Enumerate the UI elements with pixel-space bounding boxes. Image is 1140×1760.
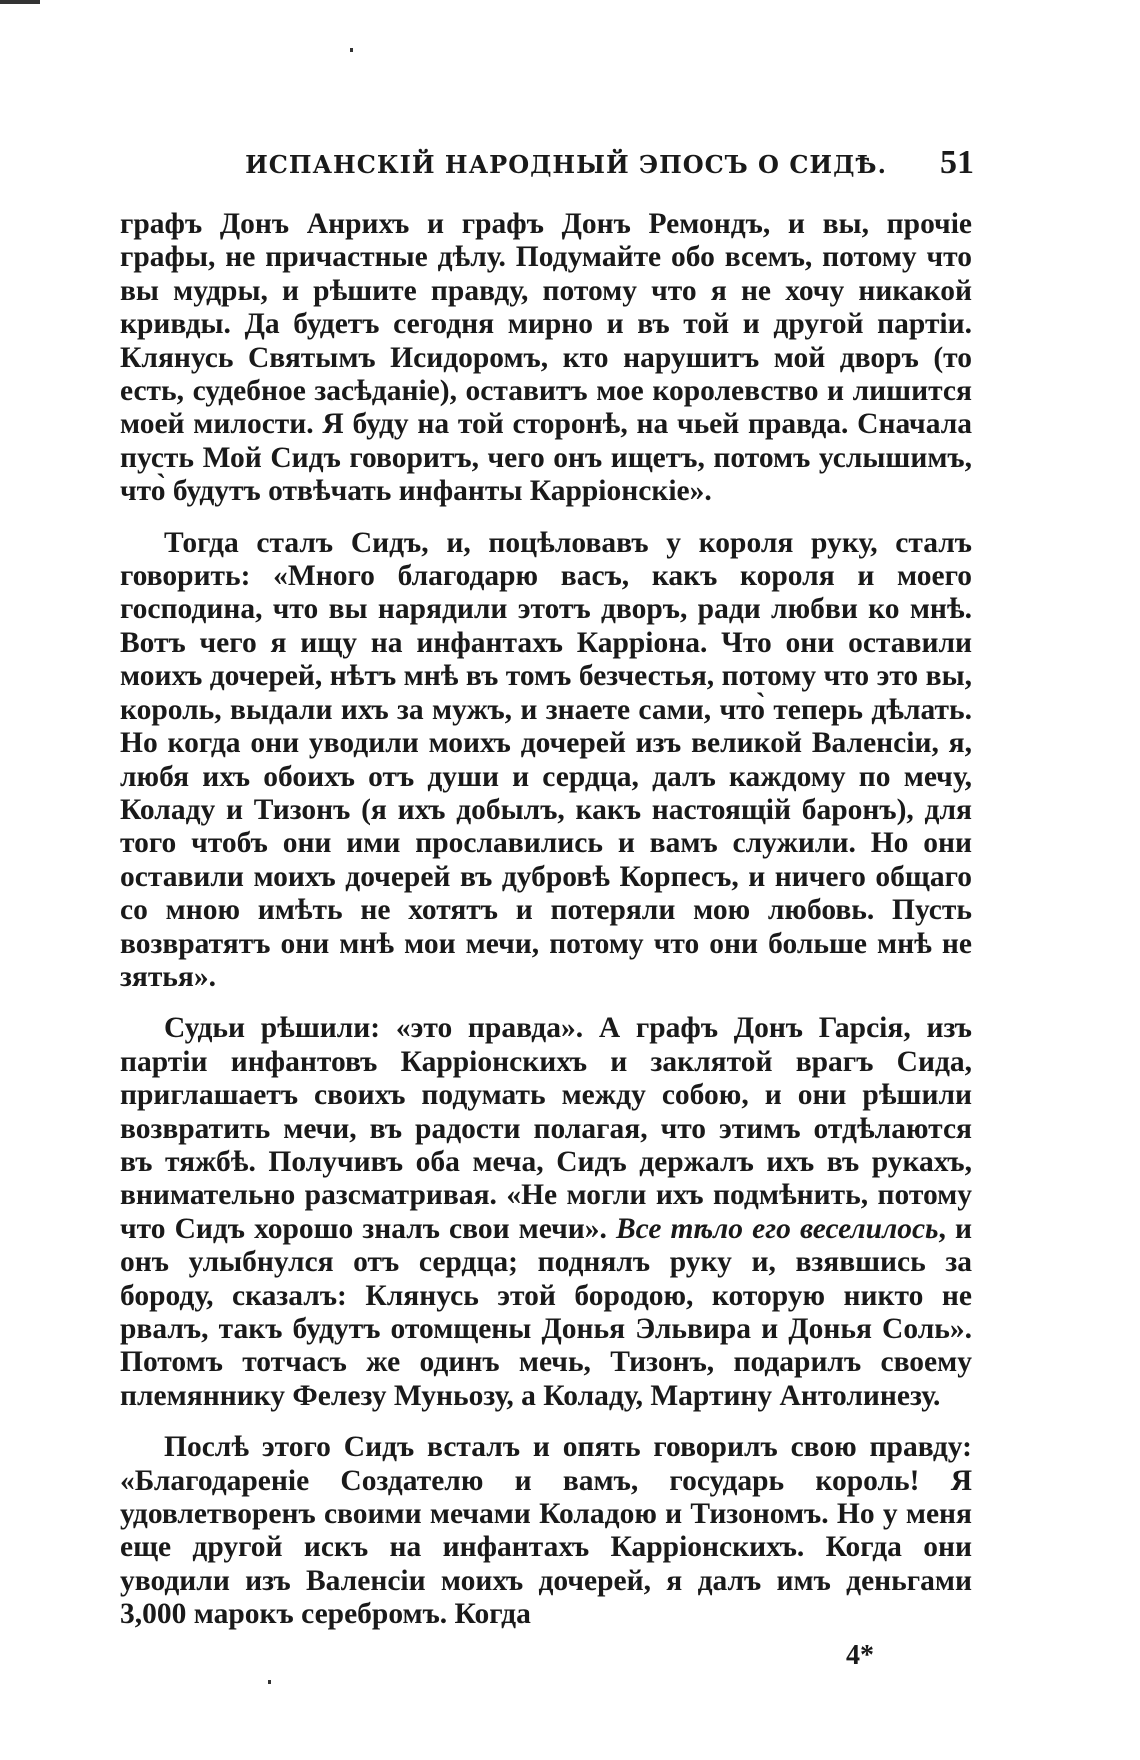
body-text (120, 208, 972, 1650)
speck (268, 1680, 271, 1684)
paragraph-3 (120, 1012, 972, 1413)
paragraph-3-part-1: Судьи рѣшили: «это правда». А графъ Донъ Гарсія, изъ партіи инфантовъ Карріонскихъ и заклятой врагъ Сида, приглашаетъ своихъ подумать между собою, и они рѣшили возвратить мечи, въ радости полагая, что этимъ отдѣлаются въ тяжбѣ. Получивъ оба меча, Сидъ держалъ ихъ въ рукахъ, внимательно разсматривая. «Не могли ихъ подмѣнить, потому что Сидъ хорошо зналъ свои мечи». (120, 1012, 972, 1245)
running-title: ИСПАНСКІЙ НАРОДНЫЙ ЭПОСЪ О СИДѢ. (245, 150, 887, 179)
page-header (118, 144, 974, 190)
paragraph-2: Тогда сталъ Сидъ, и, поцѣловавъ у короля руку, сталъ говорить: «Много благодарю васъ, какъ короля и моего господина, что вы нарядили этотъ дворъ, ради любви ко мнѣ. Вотъ чего я ищу на инфантахъ Карріона. Что они оставили моихъ дочерей, нѣтъ мнѣ въ томъ безчестья, потому что это вы, король, выдали ихъ за мужъ, и знаете сами, что̀ теперь дѣлать. Но когда они уводили моихъ дочерей изъ великой Валенсіи, я, любя ихъ обоихъ отъ души и сердца, далъ каждому по мечу, Коладу и Тизонъ (я ихъ добылъ, какъ настоящій баронъ), для того чтобъ они ими прославились и вамъ служили. Но они оставили моихъ дочерей въ дубровѣ Корпесъ, и ничего общаго со мною имѣть не хотятъ и потеряли мою любовь. Пусть возвратятъ они мнѣ мои мечи, потому что они больше мнѣ не зятья». (120, 526, 972, 993)
paragraph-1: графъ Донъ Анрихъ и графъ Донъ Ремондъ, и вы, прочіе графы, не причастные дѣлу. Подумайте обо всемъ, потому что вы мудры, и рѣшите правду, потому что я не хочу никакой кривды. Да будетъ сегодня мирно и въ той и другой партіи. Клянусь Святымъ Исидоромъ, кто нарушитъ мой дворъ (то есть, судебное засѣданіе), оставитъ мое королевство и лишится моей милости. Я буду на той сторонѣ, на чьей правда. Сначала пусть Мой Сидъ говоритъ, чего онъ ищетъ, потомъ услышимъ, что̀ будутъ отвѣчать инфанты Карріонскіе». (120, 208, 972, 508)
signature-mark: 4* (846, 1640, 874, 1671)
paragraph-3-part-2: , и онъ улыбнулся отъ сердца; поднялъ руку и, взявшись за бороду, сказалъ: Клянусь этой бородою, которую никто не рвалъ, такъ будутъ отомщены Донья Эльвира и Донья Соль». Потомъ тотчасъ же одинъ мечь, Тизонъ, подарилъ своему племяннику Фелезу Муньозу, а Коладу, Мартину Антолинезу. (120, 1212, 972, 1412)
paragraph-3-italic: Все тѣло его веселилось (615, 1212, 939, 1245)
speck (350, 48, 353, 52)
page-number: 51 (940, 144, 974, 181)
paragraph-4: Послѣ этого Сидъ всталъ и опять говорилъ свою правду: «Благодареніе Создателю и вамъ, государь король! Я удовлетворенъ своими мечами Коладою и Тизономъ. Но у меня еще другой искъ на инфантахъ Карріонскихъ. Когда они уводили изъ Валенсіи моихъ дочерей, я далъ имъ деньгами 3,000 марокъ серебромъ. Когда (120, 1431, 972, 1631)
scan-corner-mark (0, 0, 40, 4)
